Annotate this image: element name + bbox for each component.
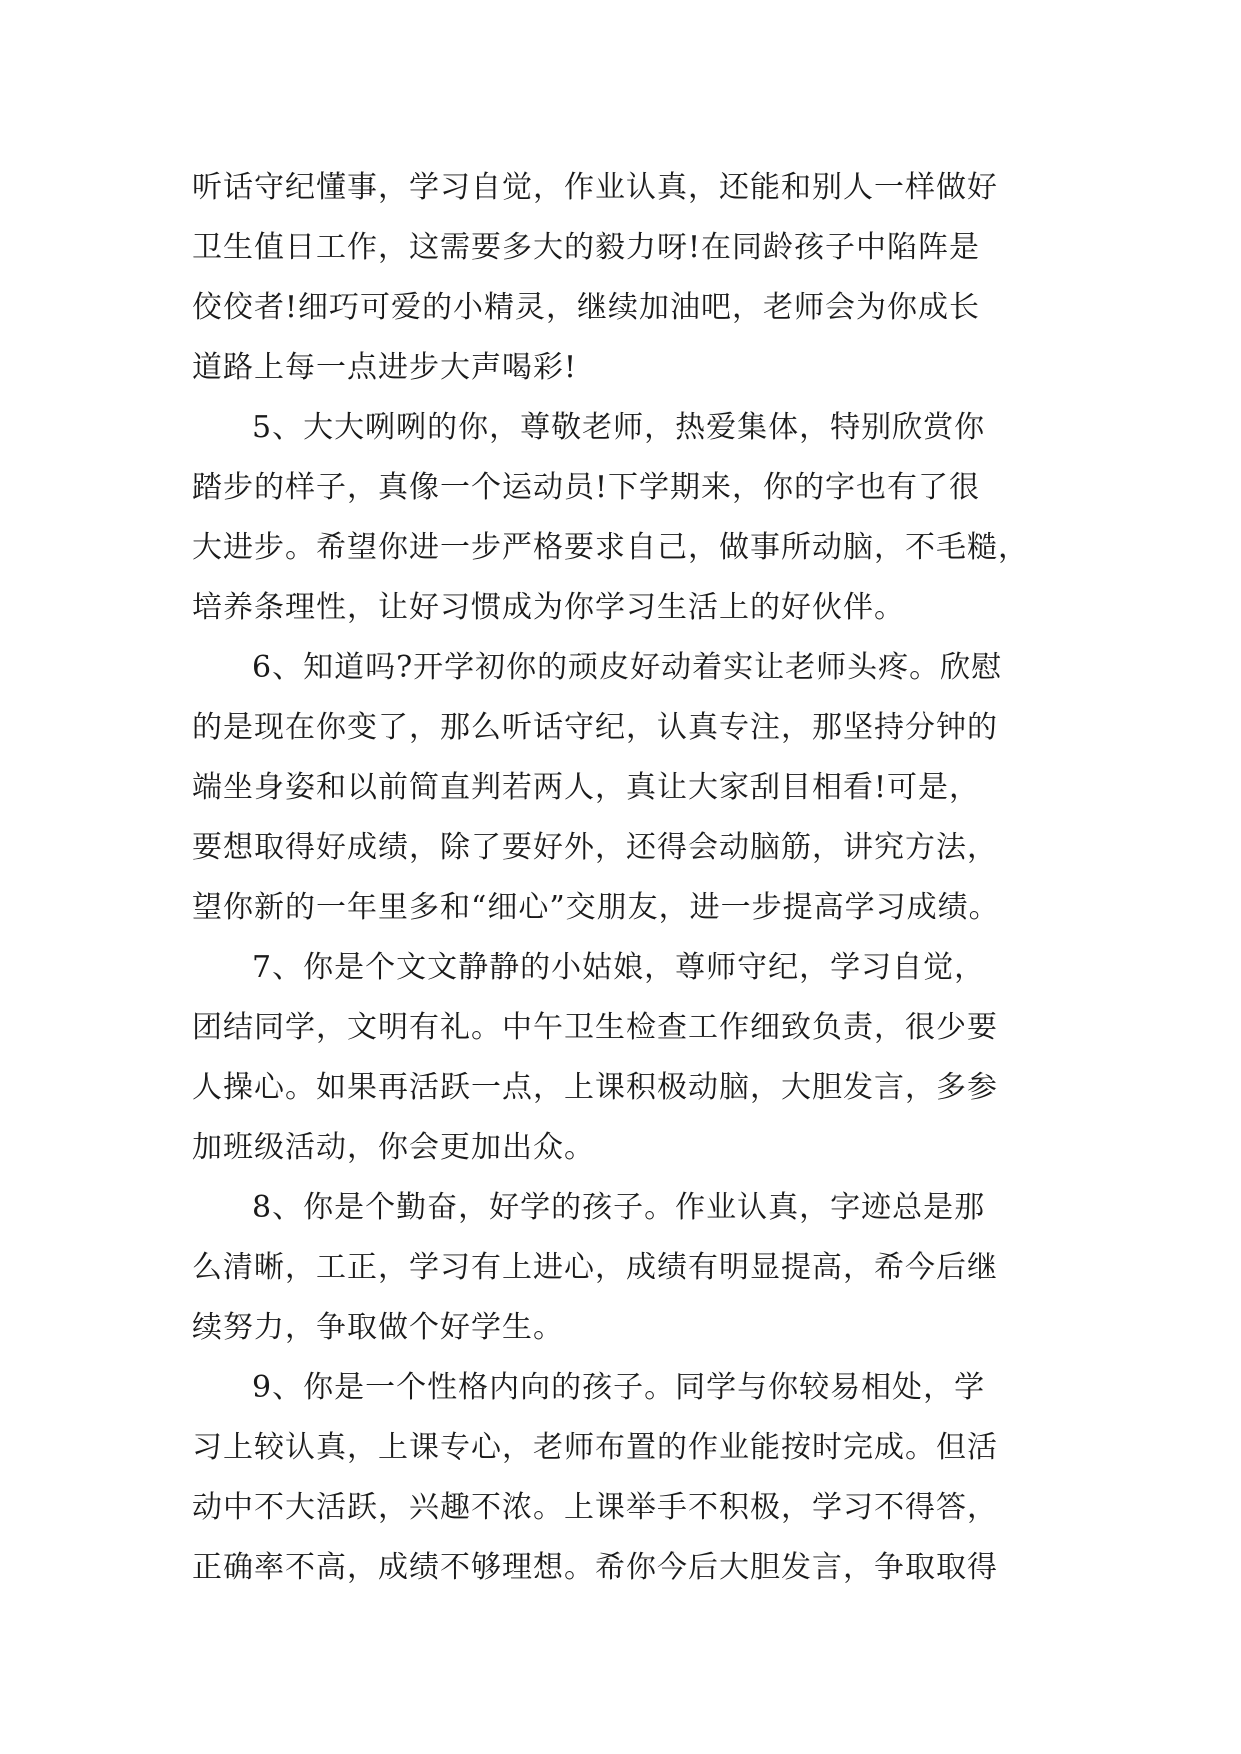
text-line: 加班级活动，你会更加出众。 bbox=[192, 1130, 595, 1165]
text-line: 卫生值日工作，这需要多大的毅力呀!在同龄孩子中陷阵是 bbox=[192, 230, 981, 265]
paragraph bbox=[192, 158, 1052, 398]
paragraph bbox=[192, 398, 1052, 638]
text-line: 人操心。如果再活跃一点，上课积极动脑，大胆发言，多参 bbox=[192, 1070, 998, 1105]
text-line: 大进步。希望你进一步严格要求自己，做事所动脑，不毛糙， bbox=[192, 530, 1029, 565]
text-line: 踏步的样子，真像一个运动员!下学期来，你的字也有了很 bbox=[192, 470, 981, 505]
text-line: 正确率不高，成绩不够理想。希你今后大胆发言，争取取得 bbox=[192, 1550, 998, 1585]
text-line: 要想取得好成绩，除了要好外，还得会动脑筋，讲究方法， bbox=[192, 830, 998, 865]
text-line: 望你新的一年里多和“细心”交朋友，进一步提高学习成绩。 bbox=[192, 890, 1000, 925]
text-line: 团结同学，文明有礼。中午卫生检查工作细致负责，很少要 bbox=[192, 1010, 998, 1045]
text-line: 听话守纪懂事，学习自觉，作业认真，还能和别人一样做好 bbox=[192, 170, 998, 205]
paragraph bbox=[192, 1178, 1052, 1358]
text-line: 道路上每一点进步大声喝彩! bbox=[192, 350, 578, 385]
paragraph bbox=[192, 938, 1052, 1178]
text-line: 7、你是个文文静静的小姑娘，尊师守纪，学习自觉， bbox=[252, 950, 986, 985]
text-line: 么清晰，工正，学习有上进心，成绩有明显提高，希今后继 bbox=[192, 1250, 998, 1285]
text-line: 佼佼者!细巧可爱的小精灵，继续加油吧，老师会为你成长 bbox=[192, 290, 981, 325]
text-line: 8、你是个勤奋，好学的孩子。作业认真，字迹总是那 bbox=[252, 1190, 986, 1225]
text-line: 端坐身姿和以前简直判若两人，真让大家刮目相看!可是， bbox=[192, 770, 981, 805]
paragraph bbox=[192, 1358, 1052, 1598]
text-line: 培养条理性，让好习惯成为你学习生活上的好伙伴。 bbox=[192, 590, 905, 625]
text-line: 6、知道吗?开学初你的顽皮好动着实让老师头疼。欣慰 bbox=[252, 650, 1003, 685]
text-line: 习上较认真，上课专心，老师布置的作业能按时完成。但活 bbox=[192, 1430, 998, 1465]
document-body bbox=[192, 158, 1052, 1598]
text-line: 9、你是一个性格内向的孩子。同学与你较易相处，学 bbox=[252, 1370, 986, 1405]
text-line: 续努力，争取做个好学生。 bbox=[192, 1310, 564, 1345]
paragraph bbox=[192, 638, 1052, 938]
text-line: 5、大大咧咧的你，尊敬老师，热爱集体，特别欣赏你 bbox=[252, 410, 986, 445]
text-line: 的是现在你变了，那么听话守纪，认真专注，那坚持分钟的 bbox=[192, 710, 998, 745]
text-line: 动中不大活跃，兴趣不浓。上课举手不积极，学习不得答， bbox=[192, 1490, 998, 1525]
